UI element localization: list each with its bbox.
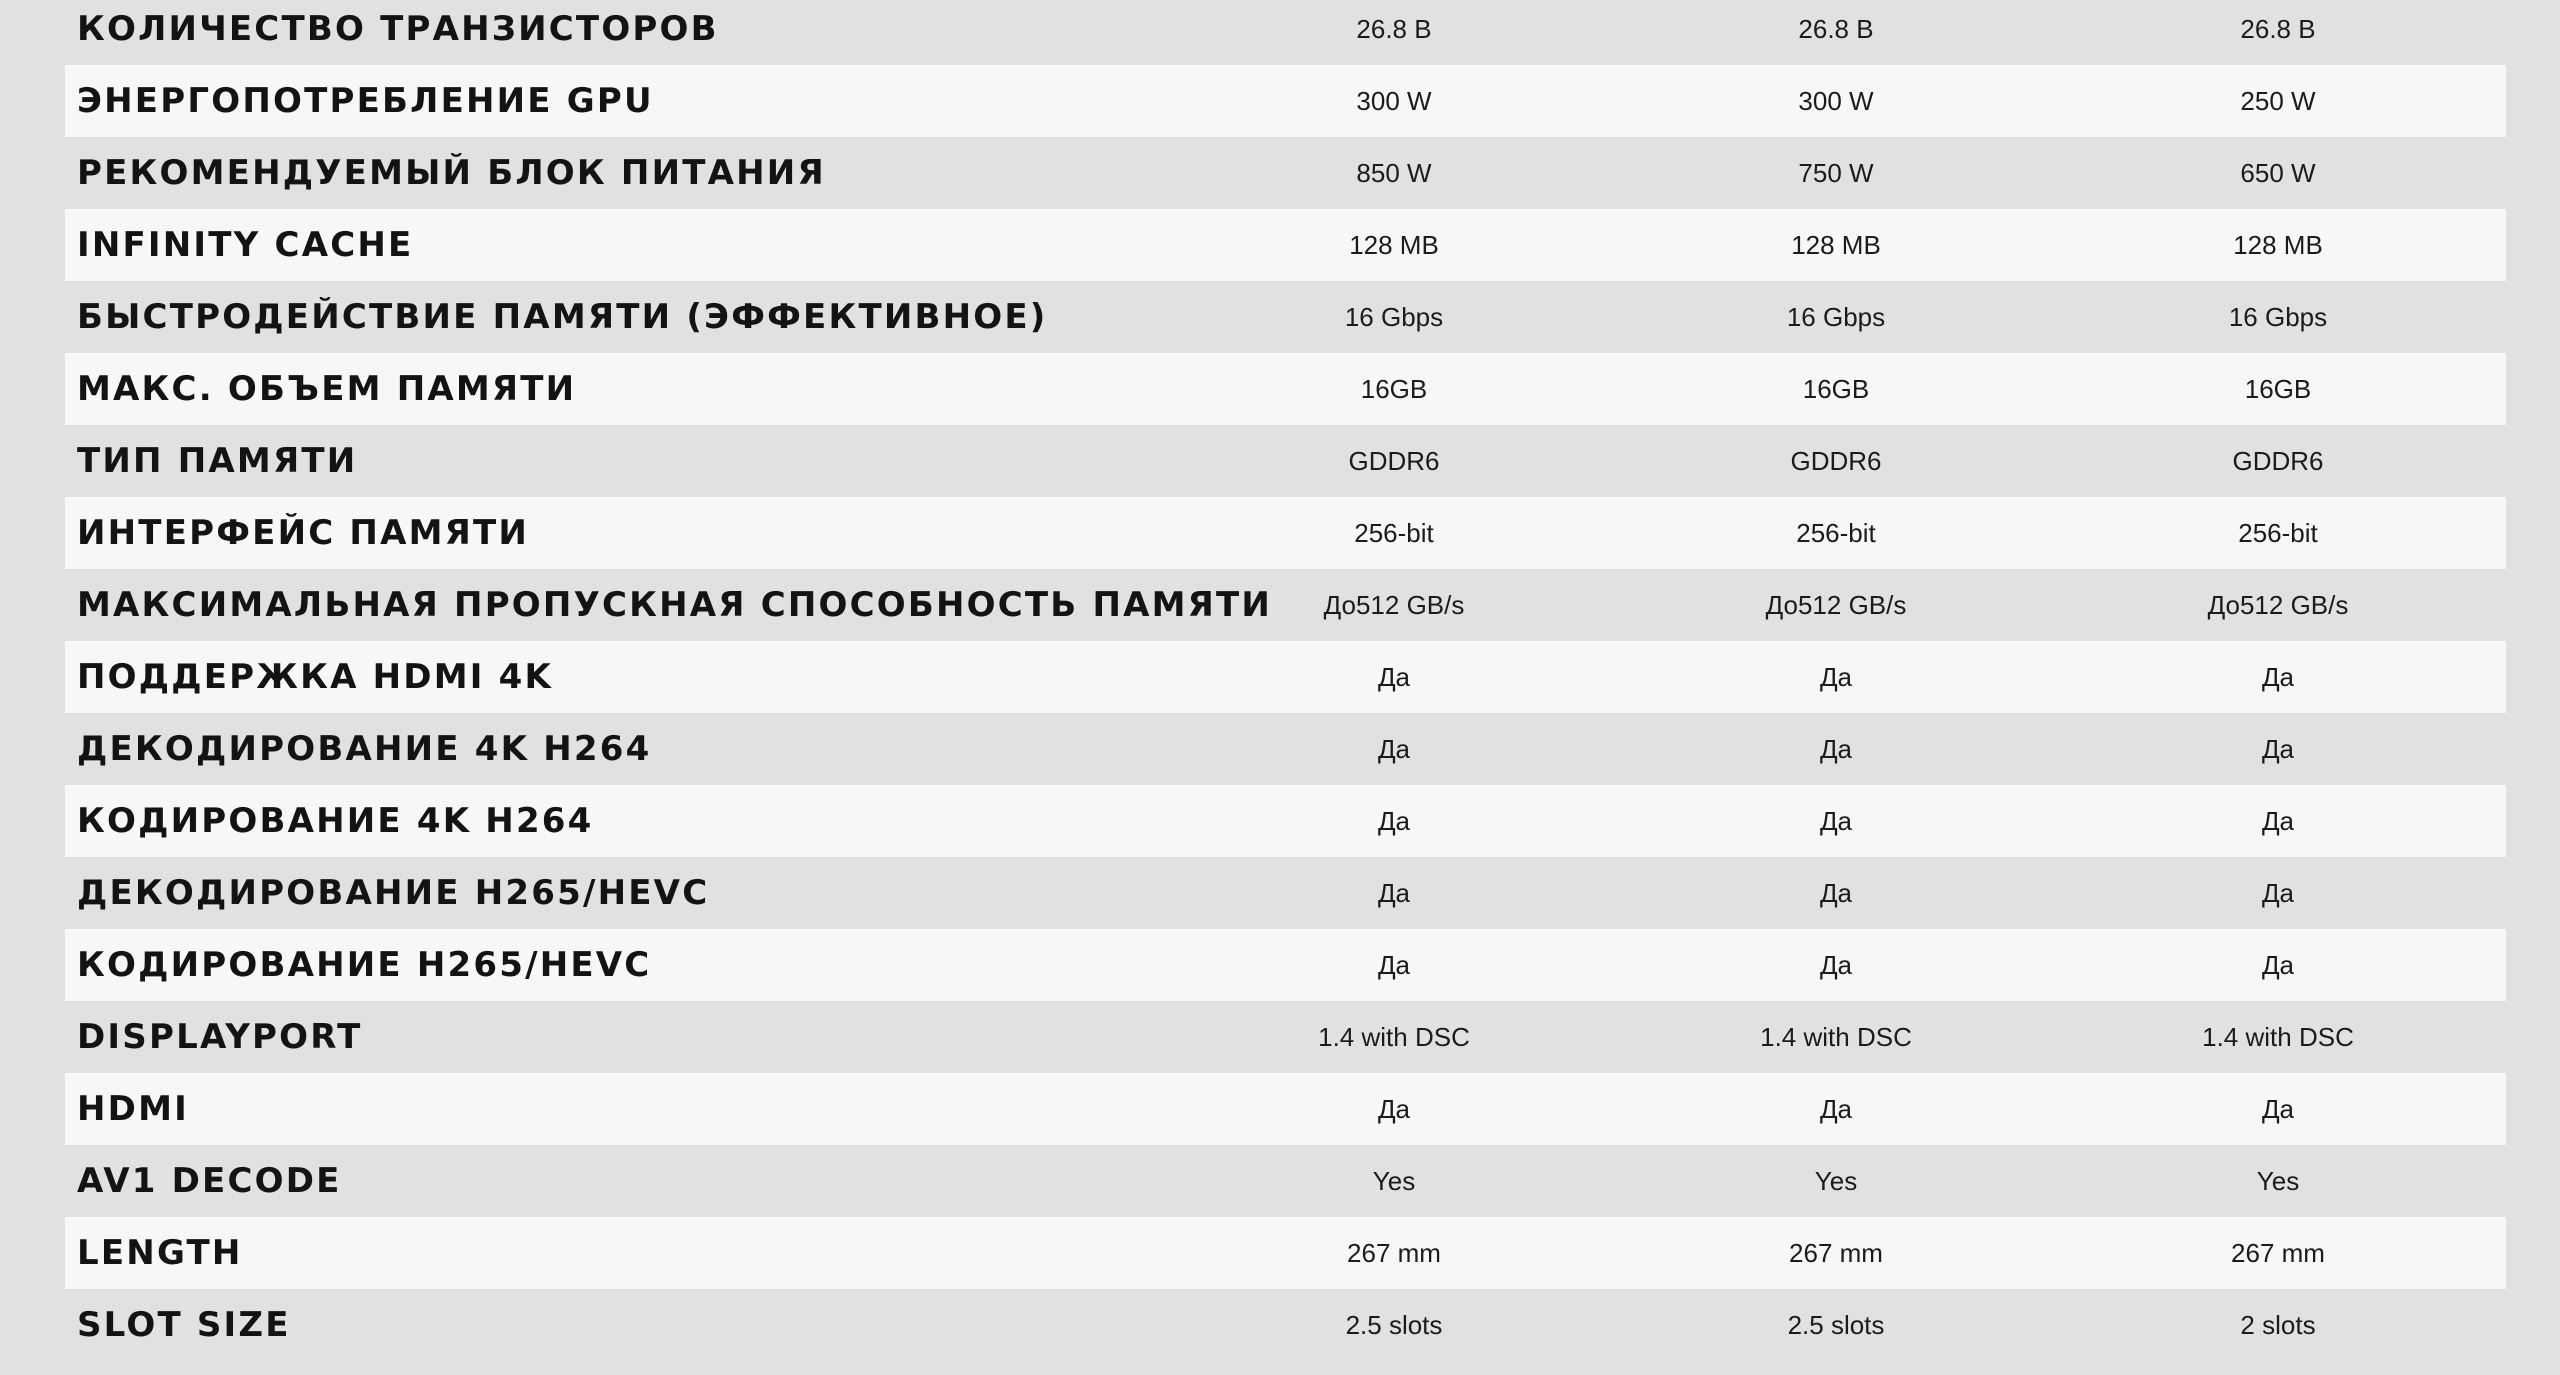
row-label: LENGTH — [77, 1233, 243, 1273]
value-cell: 267 mm — [2231, 1237, 2325, 1268]
value-cell: 1.4 with DSC — [2202, 1021, 2354, 1052]
row-label: МАКСИМАЛЬНАЯ ПРОПУСКНАЯ СПОСОБНОСТЬ ПАМЯТИ — [77, 585, 1273, 625]
table-row — [65, 1145, 2506, 1217]
value-cell: Да — [2261, 877, 2295, 908]
row-label: ИНТЕРФЕЙС ПАМЯТИ — [77, 513, 530, 553]
value-cell: 16 Gbps — [1344, 301, 1444, 332]
value-cell: 16GB — [1360, 373, 1428, 404]
value-cell: Да — [1377, 949, 1411, 980]
value-cell: 650 W — [2240, 157, 2316, 188]
value-cell: До512 GB/s — [1323, 589, 1465, 620]
value-cell: 256-bit — [2238, 517, 2318, 548]
row-label: МАКС. ОБЪЕМ ПАМЯТИ — [77, 369, 577, 409]
table-row — [65, 929, 2506, 1001]
row-label: AV1 DECODE — [77, 1161, 342, 1201]
value-cell: Yes — [2256, 1165, 2300, 1196]
value-cell: GDDR6 — [1790, 445, 1882, 476]
value-cell: Да — [1819, 805, 1853, 836]
table-row — [65, 1073, 2506, 1145]
value-cell: 16 Gbps — [1786, 301, 1886, 332]
value-cell: 2.5 slots — [1345, 1309, 1443, 1340]
table-row — [65, 713, 2506, 785]
row-label: ЭНЕРГОПОТРЕБЛЕНИЕ GPU — [77, 81, 654, 121]
table-row — [65, 1217, 2506, 1289]
table-row — [65, 1289, 2506, 1361]
table-row — [65, 785, 2506, 857]
value-cell: 16GB — [2244, 373, 2312, 404]
value-cell: До512 GB/s — [1765, 589, 1907, 620]
value-cell: 256-bit — [1354, 517, 1434, 548]
value-cell: До512 GB/s — [2207, 589, 2349, 620]
value-cell: 128 MB — [1791, 229, 1881, 260]
table-row — [65, 0, 2506, 65]
value-cell: 750 W — [1798, 157, 1874, 188]
value-cell: 250 W — [2240, 85, 2316, 116]
table-row — [65, 857, 2506, 929]
row-label: КОДИРОВАНИЕ 4K H264 — [77, 801, 594, 841]
row-label: БЫСТРОДЕЙСТВИЕ ПАМЯТИ (ЭФФЕКТИВНОЕ) — [77, 297, 1048, 337]
value-cell: 267 mm — [1789, 1237, 1883, 1268]
row-label: ДЕКОДИРОВАНИЕ H265/HEVC — [77, 873, 710, 913]
value-cell: Да — [1819, 733, 1853, 764]
value-cell: Да — [1819, 661, 1853, 692]
table-row — [65, 425, 2506, 497]
value-cell: GDDR6 — [1348, 445, 1440, 476]
value-cell: Да — [2261, 805, 2295, 836]
table-row — [65, 497, 2506, 569]
value-cell: Да — [2261, 733, 2295, 764]
value-cell: Да — [2261, 1093, 2295, 1124]
table-row — [65, 641, 2506, 713]
value-cell: 16GB — [1802, 373, 1870, 404]
table-row — [65, 65, 2506, 137]
value-cell: Да — [1377, 805, 1411, 836]
row-label: ПОДДЕРЖКА HDMI 4K — [77, 657, 554, 697]
value-cell: Да — [1377, 733, 1411, 764]
value-cell: 1.4 with DSC — [1760, 1021, 1912, 1052]
row-label: HDMI — [77, 1089, 189, 1129]
value-cell: 2.5 slots — [1787, 1309, 1885, 1340]
value-cell: 2 slots — [2240, 1309, 2316, 1340]
value-cell: 1.4 with DSC — [1318, 1021, 1470, 1052]
value-cell: Да — [2261, 661, 2295, 692]
value-cell: Yes — [1372, 1165, 1416, 1196]
value-cell: Да — [1377, 661, 1411, 692]
value-cell: 300 W — [1798, 85, 1874, 116]
value-cell: 26.8 B — [1798, 13, 1874, 44]
value-cell: GDDR6 — [2232, 445, 2324, 476]
table-row — [65, 281, 2506, 353]
value-cell: 26.8 B — [2240, 13, 2316, 44]
value-cell: Yes — [1814, 1165, 1858, 1196]
row-label: ДЕКОДИРОВАНИЕ 4K H264 — [77, 729, 652, 769]
value-cell: 128 MB — [2233, 229, 2323, 260]
value-cell: 267 mm — [1347, 1237, 1441, 1268]
table-row — [65, 137, 2506, 209]
value-cell: Да — [1377, 877, 1411, 908]
value-cell: Да — [1377, 1093, 1411, 1124]
row-label: РЕКОМЕНДУЕМЫЙ БЛОК ПИТАНИЯ — [77, 153, 826, 193]
row-label: ТИП ПАМЯТИ — [77, 441, 358, 481]
value-cell: 26.8 B — [1356, 13, 1432, 44]
value-cell: Да — [1819, 1093, 1853, 1124]
value-cell: 850 W — [1356, 157, 1432, 188]
value-cell: 128 MB — [1349, 229, 1439, 260]
row-label: SLOT SIZE — [77, 1305, 291, 1345]
row-label: КОДИРОВАНИЕ H265/HEVC — [77, 945, 652, 985]
spec-table — [65, 0, 2506, 1361]
value-cell: 300 W — [1356, 85, 1432, 116]
table-row — [65, 209, 2506, 281]
table-row — [65, 353, 2506, 425]
value-cell: Да — [2261, 949, 2295, 980]
row-label: КОЛИЧЕСТВО ТРАНЗИСТОРОВ — [77, 9, 719, 49]
table-row — [65, 1001, 2506, 1073]
value-cell: Да — [1819, 949, 1853, 980]
value-cell: 16 Gbps — [2228, 301, 2328, 332]
table-row — [65, 569, 2506, 641]
row-label: DISPLAYPORT — [77, 1017, 363, 1057]
value-cell: Да — [1819, 877, 1853, 908]
row-label: INFINITY CACHE — [77, 225, 414, 265]
value-cell: 256-bit — [1796, 517, 1876, 548]
